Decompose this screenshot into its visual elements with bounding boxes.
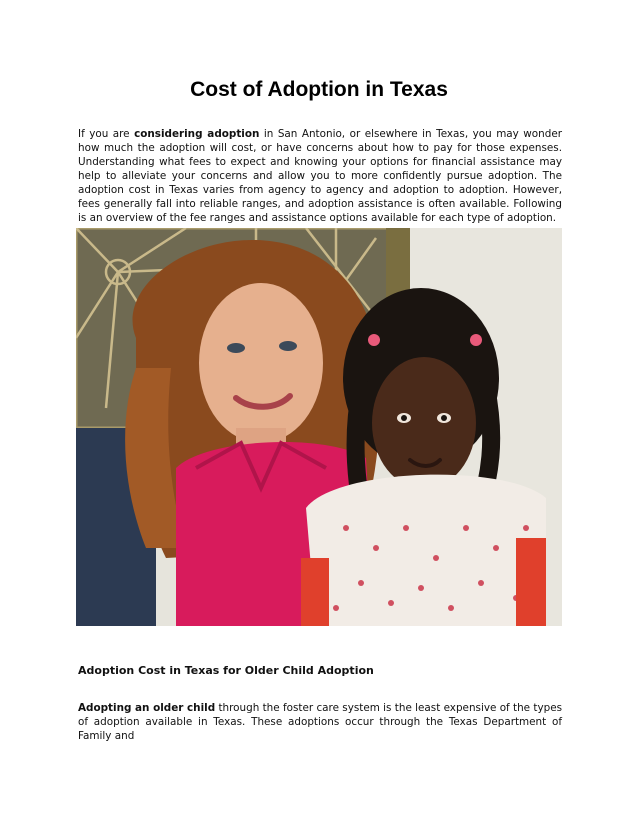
photo-illustration	[76, 228, 562, 626]
page-title: Cost of Adoption in Texas	[190, 78, 448, 101]
intro-paragraph	[78, 128, 562, 225]
intro-text-start: If you are	[78, 128, 135, 141]
section-text-rest: through the foster care system is the least expensive of the types of adoption available in Texas. These adoptions occur through the Texas Department of Family and	[78, 702, 563, 743]
intro-bold-phrase: considering adoption	[134, 128, 260, 141]
section-heading: Adoption Cost in Texas for Older Child Adoption	[78, 664, 374, 677]
mother-daughter-photo	[76, 228, 562, 626]
section-paragraph	[78, 702, 562, 744]
intro-text-rest: in San Antonio, or elsewhere in Texas, you may wonder how much the adoption will cost, or have concerns about how to pay for those expenses. Understanding what fees to expect and knowing your options for financial assistance may help to alleviate your concerns and allow you to more confidently pursue adoption. The adoption cost in Texas varies from agency to agency and adoption to adoption. However, fees generally fall into reliable ranges, and adoption assistance is often available. Following is an overview of the fee ranges and assistance options available for each type of adoption.	[78, 128, 563, 224]
section-bold-phrase: Adopting an older child	[78, 702, 216, 715]
